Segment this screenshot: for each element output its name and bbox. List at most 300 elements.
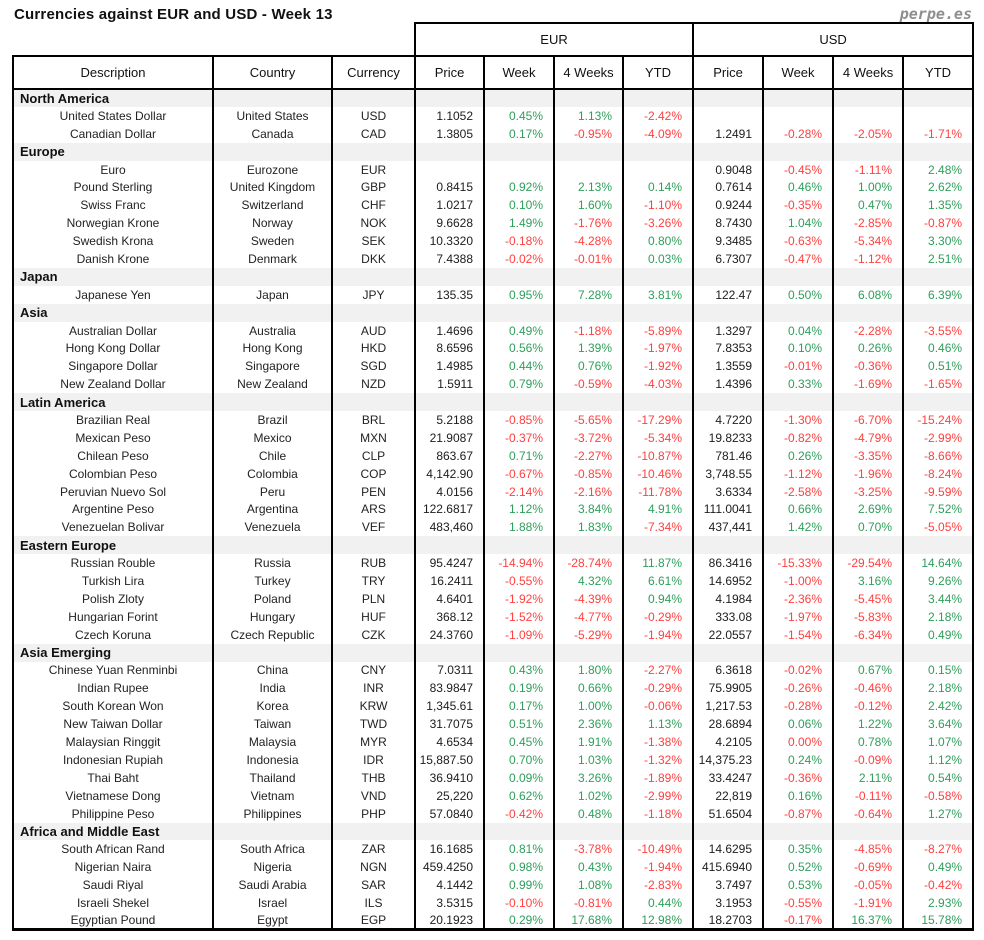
eur-ytd-cell: 11.87% [623,554,693,572]
section-cell [693,393,763,411]
section-cell [623,89,693,107]
usd-price-cell: 1,217.53 [693,697,763,715]
table-row [13,572,973,590]
eur-ytd-cell: -4.03% [623,375,693,393]
eur-price-cell: 31.7075 [415,715,484,733]
eur-ytd-cell: -3.26% [623,214,693,232]
usd-week-cell: 0.66% [763,500,833,518]
eur-week-cell: -1.52% [484,608,554,626]
section-cell [484,268,554,286]
usd-week-cell: 0.33% [763,375,833,393]
eur-week-cell: 0.51% [484,715,554,733]
eur-price-cell: 83.9847 [415,679,484,697]
description-cell: Swedish Krona [13,232,213,250]
eur-price-cell: 8.6596 [415,339,484,357]
section-header-label: Eastern Europe [13,536,213,554]
eur-price-cell: 368.12 [415,608,484,626]
description-cell: Malaysian Ringgit [13,733,213,751]
usd-ytd-cell: 9.26% [903,572,973,590]
col-eur-4weeks: 4 Weeks [554,56,623,89]
country-cell: Poland [213,590,332,608]
eur-week-cell: 0.29% [484,912,554,930]
section-cell [554,644,623,662]
table-row [13,375,973,393]
country-cell: United States [213,107,332,125]
usd-price-cell: 415.6940 [693,858,763,876]
currency-cell: CLP [332,447,415,465]
section-cell [763,304,833,322]
eur-week-cell: -0.18% [484,232,554,250]
usd-4weeks-cell: -1.91% [833,894,903,912]
currency-cell: JPY [332,286,415,304]
table-row [13,608,973,626]
table-row [13,805,973,823]
usd-4weeks-cell: 0.70% [833,518,903,536]
section-cell [833,644,903,662]
eur-4weeks-cell: -2.16% [554,483,623,501]
usd-4weeks-cell: -3.25% [833,483,903,501]
currency-cell: GBP [332,178,415,196]
usd-4weeks-cell: 2.11% [833,769,903,787]
eur-price-cell: 135.35 [415,286,484,304]
section-cell [623,393,693,411]
usd-ytd-cell: -8.24% [903,465,973,483]
table-row [13,626,973,644]
eur-4weeks-cell: 1.91% [554,733,623,751]
usd-ytd-cell: 15.78% [903,912,973,930]
table-row [13,876,973,894]
usd-week-cell: 0.04% [763,322,833,340]
table-row [13,662,973,680]
country-cell: Vietnam [213,787,332,805]
section-cell [332,268,415,286]
usd-week-cell: -0.82% [763,429,833,447]
eur-ytd-cell: -1.92% [623,357,693,375]
description-cell: Norwegian Krone [13,214,213,232]
country-cell: Canada [213,125,332,143]
description-cell: United States Dollar [13,107,213,125]
currency-cell: VND [332,787,415,805]
eur-ytd-cell: -11.78% [623,483,693,501]
section-cell [554,89,623,107]
eur-ytd-cell: -2.83% [623,876,693,894]
country-cell: Taiwan [213,715,332,733]
country-cell: Colombia [213,465,332,483]
eur-price-cell: 1.0217 [415,196,484,214]
section-cell [415,304,484,322]
eur-ytd-cell: -10.46% [623,465,693,483]
eur-4weeks-cell: -0.95% [554,125,623,143]
eur-price-cell: 15,887.50 [415,751,484,769]
description-cell: Euro [13,161,213,179]
currency-cell: INR [332,679,415,697]
section-cell [833,823,903,841]
col-usd-price: Price [693,56,763,89]
eur-week-cell: 0.62% [484,787,554,805]
eur-price-cell [415,161,484,179]
usd-week-cell: -0.28% [763,697,833,715]
usd-price-cell: 14.6952 [693,572,763,590]
section-cell [213,644,332,662]
section-cell [693,143,763,161]
eur-ytd-cell: 0.80% [623,232,693,250]
eur-price-cell: 25,220 [415,787,484,805]
usd-price-cell: 22.0557 [693,626,763,644]
eur-week-cell: 0.81% [484,840,554,858]
section-cell [693,823,763,841]
table-row [13,196,973,214]
eur-4weeks-cell: -0.59% [554,375,623,393]
usd-4weeks-cell: -1.69% [833,375,903,393]
section-cell [484,393,554,411]
section-cell [623,304,693,322]
usd-ytd-cell: 0.46% [903,339,973,357]
eur-ytd-cell: -1.18% [623,805,693,823]
section-cell [833,393,903,411]
section-cell [763,268,833,286]
eur-week-cell: -0.85% [484,411,554,429]
country-cell: Nigeria [213,858,332,876]
usd-week-cell: 0.16% [763,787,833,805]
usd-ytd-cell: 6.39% [903,286,973,304]
description-cell: Brazilian Real [13,411,213,429]
usd-ytd-cell: 0.49% [903,858,973,876]
usd-price-cell: 0.9048 [693,161,763,179]
country-cell: Denmark [213,250,332,268]
eur-4weeks-cell: 1.83% [554,518,623,536]
usd-price-cell: 1.3559 [693,357,763,375]
table-row [13,715,973,733]
usd-4weeks-cell: 16.37% [833,912,903,930]
usd-week-cell: 0.24% [763,751,833,769]
eur-price-cell: 1.5911 [415,375,484,393]
eur-price-cell: 16.2411 [415,572,484,590]
usd-week-cell [763,107,833,125]
eur-ytd-cell: -1.94% [623,858,693,876]
eur-ytd-cell: -2.27% [623,662,693,680]
eur-4weeks-cell: 2.36% [554,715,623,733]
description-cell: South Korean Won [13,697,213,715]
eur-ytd-cell: -1.10% [623,196,693,214]
eur-week-cell: 0.99% [484,876,554,894]
section-cell [415,393,484,411]
eur-4weeks-cell: 1.60% [554,196,623,214]
usd-4weeks-cell: -4.85% [833,840,903,858]
usd-4weeks-cell: -1.11% [833,161,903,179]
section-cell [693,304,763,322]
eur-4weeks-cell: -1.76% [554,214,623,232]
eur-price-cell: 1.4985 [415,357,484,375]
eur-4weeks-cell: 0.43% [554,858,623,876]
country-cell: Sweden [213,232,332,250]
table-row [13,554,973,572]
description-cell: Hong Kong Dollar [13,339,213,357]
table-row [13,751,973,769]
section-header-label: Asia Emerging [13,644,213,662]
usd-4weeks-cell: -2.28% [833,322,903,340]
usd-week-cell: -2.36% [763,590,833,608]
country-cell: Chile [213,447,332,465]
currency-cell: HUF [332,608,415,626]
usd-week-cell: 0.10% [763,339,833,357]
description-cell: Peruvian Nuevo Sol [13,483,213,501]
col-eur-week: Week [484,56,554,89]
section-row [13,268,973,286]
eur-4weeks-cell: -3.78% [554,840,623,858]
usd-ytd-cell: 0.15% [903,662,973,680]
currency-cell: TWD [332,715,415,733]
currency-cell: PEN [332,483,415,501]
eur-ytd-cell: -10.49% [623,840,693,858]
section-header-label: Japan [13,268,213,286]
table-row [13,125,973,143]
section-row [13,89,973,107]
section-cell [213,143,332,161]
eur-4weeks-cell: 1.80% [554,662,623,680]
eur-group-header: EUR [415,23,693,56]
country-cell: Egypt [213,912,332,930]
eur-week-cell: 0.17% [484,125,554,143]
usd-week-cell: -0.47% [763,250,833,268]
currency-cell: MYR [332,733,415,751]
section-cell [554,143,623,161]
currency-cell: PHP [332,805,415,823]
eur-week-cell: 0.92% [484,178,554,196]
eur-week-cell: 0.70% [484,751,554,769]
usd-ytd-cell: -8.66% [903,447,973,465]
usd-ytd-cell: 2.18% [903,608,973,626]
usd-4weeks-cell: -5.83% [833,608,903,626]
description-cell: New Zealand Dollar [13,375,213,393]
eur-week-cell: -0.37% [484,429,554,447]
table-header [13,23,973,89]
usd-week-cell: 1.04% [763,214,833,232]
eur-4weeks-cell: 0.76% [554,357,623,375]
section-cell [415,143,484,161]
section-header-label: Asia [13,304,213,322]
eur-price-cell: 20.1923 [415,912,484,930]
usd-ytd-cell: -9.59% [903,483,973,501]
usd-ytd-cell: 0.51% [903,357,973,375]
usd-price-cell: 3,748.55 [693,465,763,483]
eur-ytd-cell: -5.34% [623,429,693,447]
description-cell: Indonesian Rupiah [13,751,213,769]
eur-ytd-cell: 0.14% [623,178,693,196]
currency-cell: ZAR [332,840,415,858]
usd-week-cell: -0.35% [763,196,833,214]
usd-4weeks-cell: -2.05% [833,125,903,143]
country-cell: Venezuela [213,518,332,536]
usd-price-cell: 3.6334 [693,483,763,501]
section-cell [415,268,484,286]
country-cell: Australia [213,322,332,340]
section-cell [213,304,332,322]
usd-price-cell: 3.7497 [693,876,763,894]
table-row [13,447,973,465]
eur-price-cell: 1,345.61 [415,697,484,715]
country-cell: Peru [213,483,332,501]
section-row [13,393,973,411]
usd-4weeks-cell: -1.96% [833,465,903,483]
table-row [13,483,973,501]
eur-4weeks-cell: 1.39% [554,339,623,357]
eur-4weeks-cell: 2.13% [554,178,623,196]
table-row [13,840,973,858]
country-cell: New Zealand [213,375,332,393]
country-cell: Russia [213,554,332,572]
section-cell [213,268,332,286]
eur-ytd-cell: 3.81% [623,286,693,304]
usd-week-cell: 0.26% [763,447,833,465]
usd-week-cell: -0.02% [763,662,833,680]
table-row [13,590,973,608]
country-cell: Singapore [213,357,332,375]
usd-price-cell: 28.6894 [693,715,763,733]
section-cell [623,268,693,286]
country-cell: Mexico [213,429,332,447]
usd-ytd-cell: 2.18% [903,679,973,697]
eur-price-cell: 4.1442 [415,876,484,894]
usd-4weeks-cell: -0.36% [833,357,903,375]
table-body [13,89,973,930]
section-cell [213,89,332,107]
section-cell [213,393,332,411]
eur-week-cell: 0.56% [484,339,554,357]
section-cell [623,644,693,662]
description-cell: Turkish Lira [13,572,213,590]
table-row [13,107,973,125]
section-row [13,304,973,322]
usd-price-cell: 22,819 [693,787,763,805]
currency-cell: VEF [332,518,415,536]
section-cell [763,644,833,662]
usd-price-cell: 8.7430 [693,214,763,232]
eur-ytd-cell: -2.99% [623,787,693,805]
usd-price-cell: 4.2105 [693,733,763,751]
usd-ytd-cell: 2.93% [903,894,973,912]
section-cell [693,644,763,662]
section-cell [332,536,415,554]
table-row [13,679,973,697]
currency-cell: SAR [332,876,415,894]
usd-week-cell: -0.45% [763,161,833,179]
country-cell: China [213,662,332,680]
usd-ytd-cell: -1.65% [903,375,973,393]
usd-week-cell: -0.17% [763,912,833,930]
usd-ytd-cell: 2.51% [903,250,973,268]
description-cell: Thai Baht [13,769,213,787]
eur-week-cell: 0.45% [484,107,554,125]
description-cell: Colombian Peso [13,465,213,483]
currency-cell: RUB [332,554,415,572]
currency-cell: IDR [332,751,415,769]
eur-4weeks-cell: 1.00% [554,697,623,715]
eur-ytd-cell: -1.97% [623,339,693,357]
section-cell [484,143,554,161]
currency-cell: COP [332,465,415,483]
description-cell: Indian Rupee [13,679,213,697]
usd-ytd-cell: 1.27% [903,805,973,823]
eur-price-cell: 4.0156 [415,483,484,501]
eur-ytd-cell: -1.32% [623,751,693,769]
eur-week-cell: 0.71% [484,447,554,465]
usd-4weeks-cell: 2.69% [833,500,903,518]
section-cell [332,644,415,662]
usd-4weeks-cell: -5.45% [833,590,903,608]
table-row [13,411,973,429]
eur-4weeks-cell: -4.39% [554,590,623,608]
currency-cell: BRL [332,411,415,429]
usd-4weeks-cell: -6.34% [833,626,903,644]
eur-price-cell: 9.6628 [415,214,484,232]
country-cell: Hong Kong [213,339,332,357]
currency-cell: KRW [332,697,415,715]
eur-4weeks-cell: -3.72% [554,429,623,447]
eur-ytd-cell: -0.29% [623,679,693,697]
eur-week-cell: 0.45% [484,733,554,751]
section-row [13,536,973,554]
usd-group-header: USD [693,23,973,56]
section-cell [833,143,903,161]
usd-week-cell: -15.33% [763,554,833,572]
country-cell: South Africa [213,840,332,858]
table-row [13,232,973,250]
section-header-label: Latin America [13,393,213,411]
usd-price-cell: 333.08 [693,608,763,626]
eur-week-cell: 0.10% [484,196,554,214]
usd-4weeks-cell: -1.12% [833,250,903,268]
col-country: Country [213,56,332,89]
currency-cell: CAD [332,125,415,143]
section-cell [903,536,973,554]
currency-cell: MXN [332,429,415,447]
usd-week-cell: -0.01% [763,357,833,375]
section-cell [833,536,903,554]
eur-ytd-cell [623,161,693,179]
usd-4weeks-cell: -6.70% [833,411,903,429]
col-eur-price: Price [415,56,484,89]
eur-price-cell: 36.9410 [415,769,484,787]
eur-ytd-cell: 4.91% [623,500,693,518]
country-cell: India [213,679,332,697]
eur-week-cell: 1.12% [484,500,554,518]
eur-ytd-cell: 0.94% [623,590,693,608]
eur-week-cell: -2.14% [484,483,554,501]
usd-price-cell: 9.3485 [693,232,763,250]
usd-ytd-cell: 1.07% [903,733,973,751]
eur-4weeks-cell: 17.68% [554,912,623,930]
description-cell: Danish Krone [13,250,213,268]
eur-week-cell: -14.94% [484,554,554,572]
eur-price-cell: 10.3320 [415,232,484,250]
section-header-label: Africa and Middle East [13,823,213,841]
usd-ytd-cell: -0.87% [903,214,973,232]
usd-price-cell: 18.2703 [693,912,763,930]
eur-price-cell: 57.0840 [415,805,484,823]
usd-week-cell: 0.53% [763,876,833,894]
eur-4weeks-cell: -1.18% [554,322,623,340]
usd-week-cell: 0.52% [763,858,833,876]
usd-week-cell: 0.46% [763,178,833,196]
section-cell [693,536,763,554]
eur-4weeks-cell: -0.85% [554,465,623,483]
usd-week-cell: -1.97% [763,608,833,626]
usd-week-cell: 0.06% [763,715,833,733]
usd-price-cell: 14.6295 [693,840,763,858]
description-cell: Nigerian Naira [13,858,213,876]
section-cell [623,143,693,161]
usd-price-cell: 122.47 [693,286,763,304]
